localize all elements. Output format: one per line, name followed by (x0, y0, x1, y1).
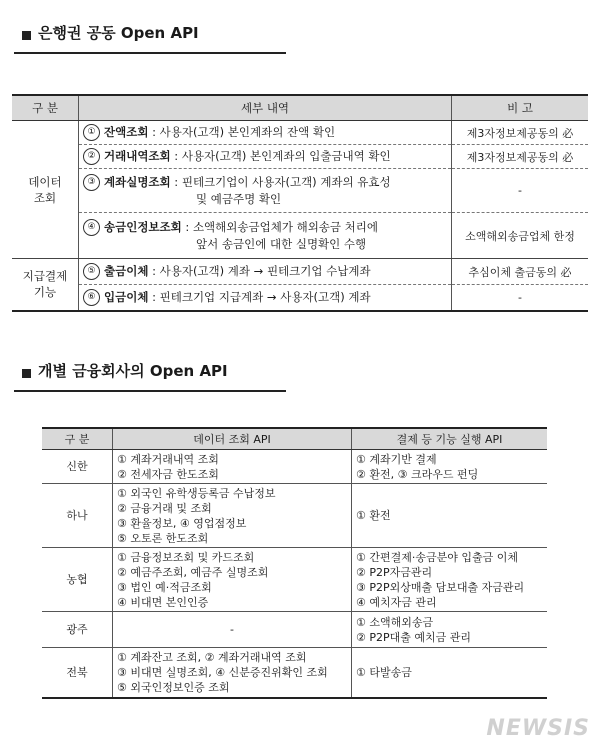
item-name: 입금이체 (104, 289, 149, 304)
list-item: ③ 비대면 실명조회, ④ 신분증진위확인 조회 (117, 665, 328, 679)
item-name: 계좌실명조회 (104, 175, 171, 189)
square-bullet-icon (22, 31, 31, 40)
table-header-row (12, 95, 588, 121)
item-name: 송금인정보조회 (104, 220, 182, 234)
data-api-cell (113, 612, 352, 648)
bank-name: 신한 (42, 450, 113, 484)
circled-number: ④ (83, 219, 100, 236)
pay-api-cell (352, 450, 548, 484)
list-item: ① 금융정보조회 및 카드조회 (117, 550, 255, 564)
item-name: 잔액조회 (104, 125, 149, 139)
list-item: ④ 비대면 본인인증 (117, 595, 209, 609)
detail-cell (79, 169, 452, 213)
list-item: ③ P2P외상매출 담보대출 자금관리 (356, 580, 525, 594)
list-item: ② 환전, ③ 크라우드 펀딩 (356, 467, 479, 481)
list-item: ② 예금주조회, 예금주 실명조회 (117, 565, 269, 579)
section-title-text: 은행권 공동 Open API (38, 24, 199, 42)
list-item: ① 외국인 유학생등록금 수납정보 (117, 486, 276, 500)
bank-name: 전북 (42, 648, 113, 698)
list-item: ① 간편결제·송금분야 입출금 이체 (356, 550, 518, 564)
detail-cell (79, 285, 452, 311)
list-item: ① 계좌거래내역 조회 (117, 452, 219, 466)
list-item: - (230, 623, 234, 636)
section-title-individual (14, 350, 286, 392)
table-row (42, 450, 547, 484)
list-item: ③ 환율정보, ④ 영업점정보 (117, 516, 247, 530)
table-row (42, 612, 547, 648)
bank-name: 하나 (42, 484, 113, 548)
header-note: 비 고 (452, 95, 589, 121)
item-desc: : 핀테크기업 지급계좌 → 사용자(고객) 계좌 (148, 289, 371, 304)
table-header-row (42, 428, 547, 450)
detail-cell (79, 121, 452, 145)
note-cell: - (452, 169, 589, 213)
data-api-cell (113, 450, 352, 484)
detail-cell (79, 259, 452, 285)
item-desc-cont: 앞서 송금인에 대한 실명확인 수행 (196, 237, 367, 251)
note-cell: 추심이체 출금동의 必 (452, 259, 589, 285)
pay-api-cell (352, 612, 548, 648)
header-category: 구 분 (42, 428, 113, 450)
pay-api-cell (352, 548, 548, 612)
note-cell: - (452, 285, 589, 311)
list-item: ② P2P자금관리 (356, 565, 433, 579)
list-item: ④ 예치자금 관리 (356, 595, 437, 609)
table-row (12, 121, 588, 145)
item-desc: : 사용자(고객) 계좌 → 핀테크기업 수납계좌 (148, 264, 371, 278)
pay-api-cell (352, 648, 548, 698)
list-item: ⑤ 오토론 한도조회 (117, 531, 209, 545)
table-row (42, 484, 547, 548)
header-category: 구 분 (12, 95, 79, 121)
item-desc: : 사용자(고객) 본인계좌의 잔액 확인 (148, 125, 336, 139)
table-row (12, 145, 588, 169)
list-item: ① 소액해외송금 (356, 615, 434, 629)
header-detail: 세부 내역 (79, 95, 452, 121)
detail-cell (79, 145, 452, 169)
table-row (12, 169, 588, 213)
header-pay-api: 결제 등 기능 실행 API (352, 428, 548, 450)
category-data-lookup: 데이터 조회 (12, 121, 79, 259)
header-data-api: 데이터 조회 API (113, 428, 352, 450)
circled-number: ② (83, 148, 100, 165)
list-item: ① 계좌잔고 조회, ② 계좌거래내역 조회 (117, 650, 307, 664)
section-title-bank-common (14, 12, 286, 54)
bank-name: 농협 (42, 548, 113, 612)
bank-name: 광주 (42, 612, 113, 648)
section-title-text: 개별 금융회사의 Open API (38, 362, 228, 380)
pay-api-cell (352, 484, 548, 548)
list-item: ① 계좌기반 결제 (356, 452, 437, 466)
circled-number: ① (83, 124, 100, 141)
circled-number: ③ (83, 174, 100, 191)
table-row (12, 259, 588, 285)
item-name: 출금이체 (104, 264, 149, 278)
newsis-watermark: NEWSIS (486, 716, 590, 741)
detail-cell (79, 213, 452, 259)
note-cell: 소액해외송금업체 한정 (452, 213, 589, 259)
list-item: ② 금융거래 및 조회 (117, 501, 212, 515)
data-api-cell (113, 648, 352, 698)
item-desc-cont: 및 예금주명 확인 (196, 192, 282, 206)
data-api-cell (113, 484, 352, 548)
list-item: ⑤ 외국인정보인증 조회 (117, 680, 230, 694)
square-bullet-icon (22, 369, 31, 378)
table-row (12, 285, 588, 311)
circled-number: ⑥ (83, 289, 100, 306)
item-desc: : 소액해외송금업체가 해외송금 처리에 (181, 220, 379, 234)
item-desc: : 사용자(고객) 본인계좌의 입출금내역 확인 (170, 149, 391, 163)
list-item: ① 타발송금 (356, 665, 412, 679)
item-desc: : 핀테크기업이 사용자(고객) 계좌의 유효성 (170, 175, 391, 189)
table-row (12, 213, 588, 259)
list-item: ③ 법인 예·적금조회 (117, 580, 212, 594)
table-row (42, 648, 547, 698)
list-item: ② 전세자금 한도조회 (117, 467, 219, 481)
data-api-cell (113, 548, 352, 612)
table-row (42, 548, 547, 612)
note-cell: 제3자정보제공동의 必 (452, 121, 589, 145)
circled-number: ⑤ (83, 263, 100, 280)
list-item: ② P2P대출 예치금 관리 (356, 630, 471, 644)
individual-api-table (42, 427, 547, 699)
item-name: 거래내역조회 (104, 149, 171, 163)
bank-common-api-table (12, 94, 588, 312)
note-cell: 제3자정보제공동의 必 (452, 145, 589, 169)
list-item: ① 환전 (356, 509, 391, 522)
category-payment: 지급결제 기능 (12, 259, 79, 311)
